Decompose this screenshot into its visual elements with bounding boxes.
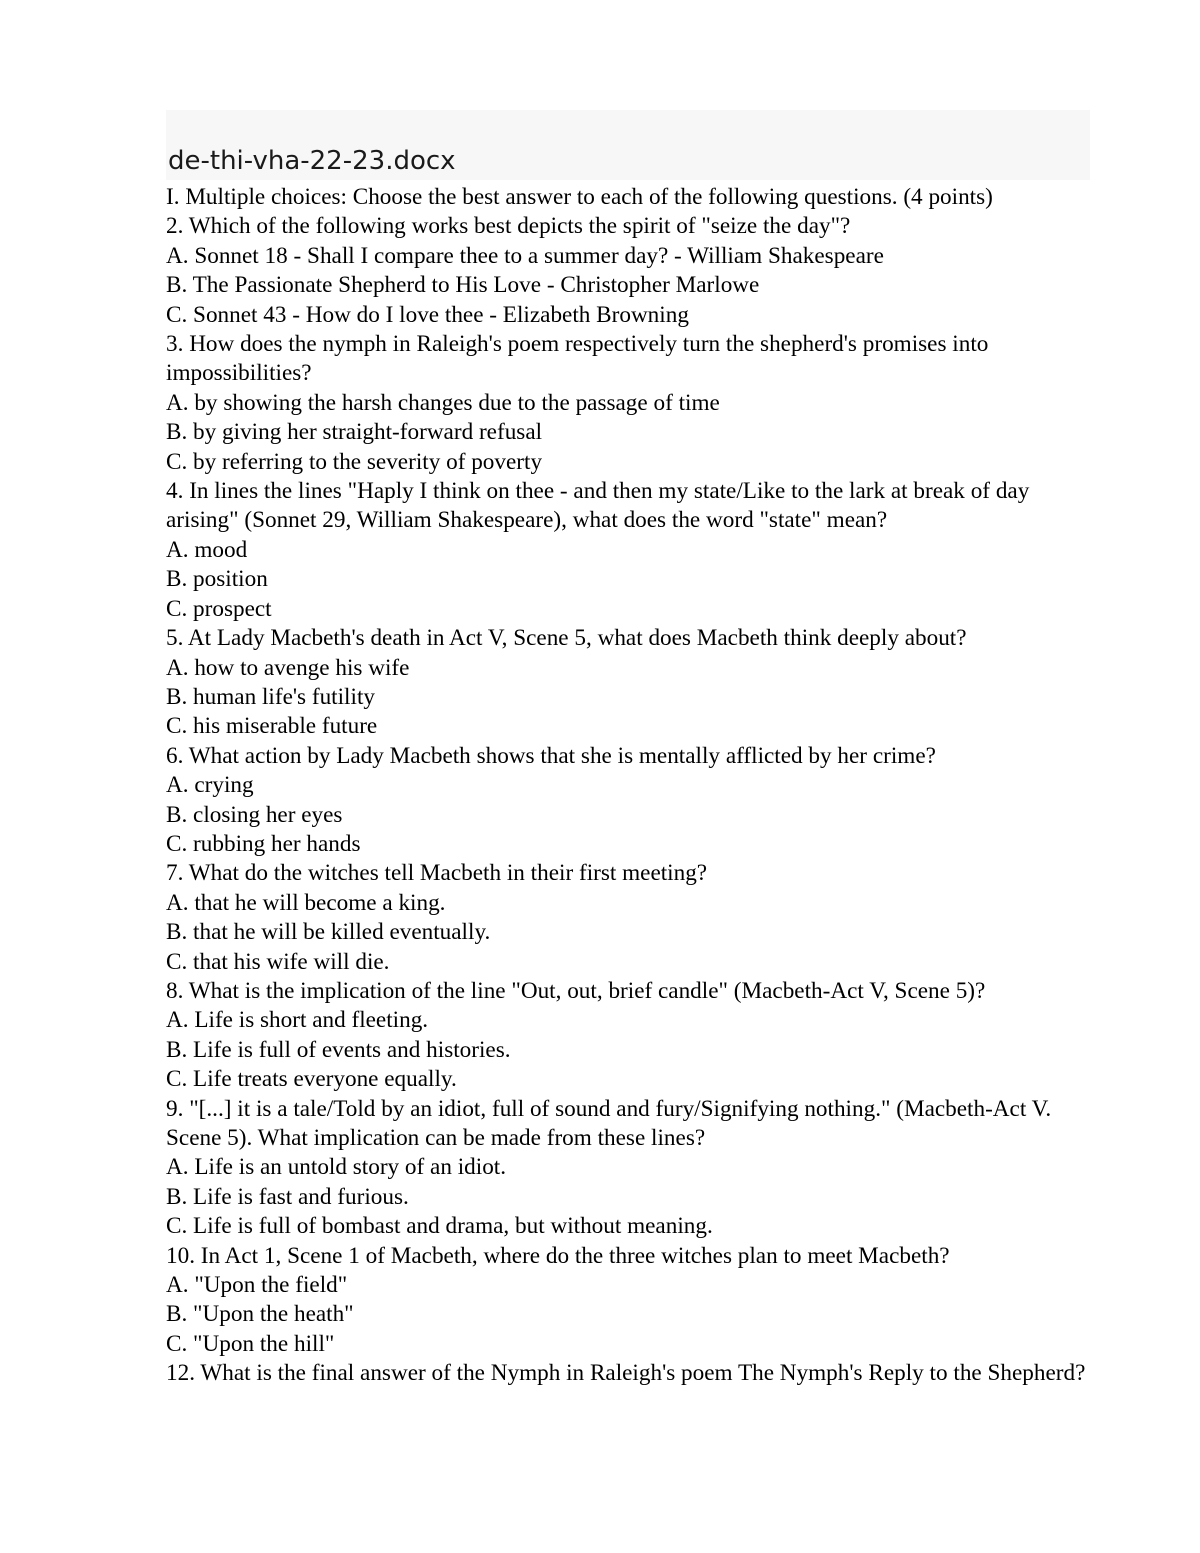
answer-option: B. The Passionate Shepherd to His Love - Christopher Marlowe bbox=[166, 272, 760, 299]
question-block bbox=[166, 1359, 1086, 1388]
question-text: 5. At Lady Macbeth's death in Act V, Scene 5, what does Macbeth think deeply about? bbox=[166, 625, 967, 652]
answer-option: A. Sonnet 18 - Shall I compare thee to a summer day? - William Shakespeare bbox=[166, 242, 884, 269]
question-text: 4. In lines the lines "Haply I think on thee - and then my state/Like to the lark at break of day arising" (Sonnet 29, William Shakespeare), what does the word "state" mean? bbox=[166, 478, 1030, 534]
file-header bbox=[166, 110, 1090, 180]
answer-option: A. mood bbox=[166, 536, 248, 563]
answer-option: B. human life's futility bbox=[166, 683, 375, 710]
question-block bbox=[166, 1242, 1086, 1360]
answer-option: C. by referring to the severity of poverty bbox=[166, 448, 543, 475]
question-text: 8. What is the implication of the line "Out, out, brief candle" (Macbeth-Act V, Scene 5)? bbox=[166, 977, 986, 1004]
answer-option: C. Life treats everyone equally. bbox=[166, 1066, 457, 1093]
answer-option: C. Sonnet 43 - How do I love thee - Elizabeth Browning bbox=[166, 301, 689, 328]
question-text: 12. What is the final answer of the Nymph in Raleigh's poem The Nymph's Reply to the Shepherd? bbox=[166, 1360, 1086, 1387]
section-title: I. Multiple choices: Choose the best answer to each of the following questions. (4 points) bbox=[166, 184, 993, 210]
question-text: 3. How does the nymph in Raleigh's poem respectively turn the shepherd's promises into impossibilities? bbox=[166, 331, 989, 387]
answer-option: C. "Upon the hill" bbox=[166, 1330, 335, 1357]
question-text: 10. In Act 1, Scene 1 of Macbeth, where do the three witches plan to meet Macbeth? bbox=[166, 1242, 950, 1269]
answer-option: C. that his wife will die. bbox=[166, 948, 390, 975]
question-block bbox=[166, 742, 1086, 860]
answer-option: B. "Upon the heath" bbox=[166, 1301, 354, 1328]
question-block bbox=[166, 477, 1086, 624]
question-text: 9. "[...] it is a tale/Told by an idiot, full of sound and fury/Signifying nothing." (Macbeth-Act V. Scene 5). What implication can be made from these lines? bbox=[166, 1095, 1052, 1151]
answer-option: B. position bbox=[166, 566, 268, 593]
answer-option: A. "Upon the field" bbox=[166, 1272, 348, 1299]
answer-option: B. Life is full of events and histories. bbox=[166, 1036, 511, 1063]
answer-option: A. Life is short and fleeting. bbox=[166, 1007, 429, 1034]
answer-option: A. crying bbox=[166, 772, 254, 799]
question-block bbox=[166, 330, 1086, 477]
answer-option: C. Life is full of bombast and drama, but without meaning. bbox=[166, 1213, 713, 1240]
answer-option: A. that he will become a king. bbox=[166, 889, 446, 916]
question-text: 7. What do the witches tell Macbeth in their first meeting? bbox=[166, 860, 708, 887]
question-block bbox=[166, 212, 1086, 330]
answer-option: A. by showing the harsh changes due to the passage of time bbox=[166, 389, 720, 416]
answer-option: B. by giving her straight-forward refusal bbox=[166, 419, 543, 446]
question-text: 6. What action by Lady Macbeth shows that she is mentally afflicted by her crime? bbox=[166, 742, 936, 769]
answer-option: B. that he will be killed eventually. bbox=[166, 919, 491, 946]
answer-option: B. closing her eyes bbox=[166, 801, 343, 828]
answer-option: A. Life is an untold story of an idiot. bbox=[166, 1154, 507, 1181]
answer-option: C. prospect bbox=[166, 595, 272, 622]
question-block bbox=[166, 624, 1086, 742]
answer-option: C. his miserable future bbox=[166, 713, 378, 740]
file-name: de-thi-vha-22-23.docx bbox=[168, 146, 456, 176]
question-block bbox=[166, 1095, 1086, 1242]
question-block bbox=[166, 977, 1086, 1095]
document-body bbox=[166, 183, 1086, 1389]
answer-option: B. Life is fast and furious. bbox=[166, 1183, 409, 1210]
answer-option: C. rubbing her hands bbox=[166, 830, 361, 857]
question-block bbox=[166, 859, 1086, 977]
answer-option: A. how to avenge his wife bbox=[166, 654, 410, 681]
question-text: 2. Which of the following works best depicts the spirit of "seize the day"? bbox=[166, 213, 851, 240]
